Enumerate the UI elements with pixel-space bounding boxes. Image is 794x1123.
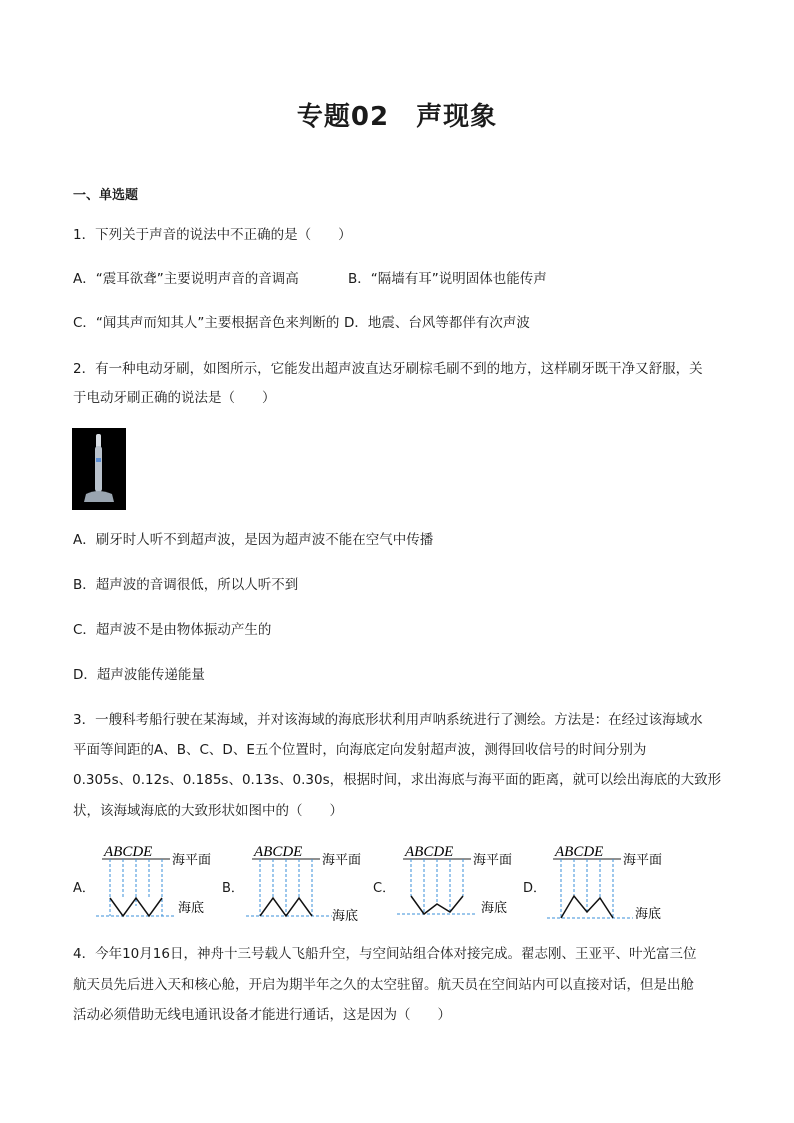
sea-floor-profile xyxy=(411,896,463,914)
q1-option-a: A．“震耳欲聋”主要说明声音的音调高 xyxy=(73,271,299,287)
q1-option-d: D．地震、台风等都伴有次声波 xyxy=(344,315,530,331)
q3-points-label: ABCDE xyxy=(555,844,604,860)
sea-level-label: 海平面 xyxy=(473,853,513,868)
q3-points-label: ABCDE xyxy=(405,844,454,860)
q3-points-label: ABCDE xyxy=(104,844,153,860)
q3-stem-line4: 状，该海域海底的大致形状如图中的（ ） xyxy=(73,803,343,819)
q1-option-c: C．“闻其声而知其人”主要根据音色来判断的 xyxy=(73,315,340,331)
q3-diagram-d xyxy=(547,840,687,924)
toothbrush-icon xyxy=(72,428,126,510)
q2-option-b: B．超声波的音调很低，所以人听不到 xyxy=(73,577,299,593)
q2-option-c: C．超声波不是由物体振动产生的 xyxy=(73,622,272,638)
q3-option-b-label: B． xyxy=(222,881,244,896)
q2-option-d: D．超声波能传递能量 xyxy=(73,667,205,683)
q4-stem-line3: 活动必须借助无线电通讯设备才能进行通话，这是因为（ ） xyxy=(73,1007,451,1023)
sea-level-label: 海平面 xyxy=(322,853,362,868)
q3-diagram-b xyxy=(246,840,386,924)
q3-stem-line2: 平面等间距的A、B、C、D、E五个位置时，向海底定向发射超声波，测得回收信号的时间分别为 xyxy=(73,742,647,758)
q3-diagram-a xyxy=(96,840,236,924)
page-title: 专题02 声现象 xyxy=(296,102,498,132)
q3-stem-line3: 0.305s、0.12s、0.185s、0.13s、0.30s，根据时间，求出海底与海平面的距离，就可以绘出海底的大致形 xyxy=(73,772,722,788)
q2-stem-line2: 于电动牙刷正确的说法是（ ） xyxy=(73,390,276,406)
q2-option-a: A．刷牙时人听不到超声波，是因为超声波不能在空气中传播 xyxy=(73,532,434,548)
electric-toothbrush-image xyxy=(72,428,126,510)
q2-stem-line1: 2．有一种电动牙刷，如图所示，它能发出超声波直达牙刷棕毛刷不到的地方，这样刷牙既干净又舒服，关 xyxy=(73,361,703,377)
q3-stem-line1: 3．一艘科考船行驶在某海域，并对该海域的海底形状利用声呐系统进行了测绘。方法是：在经过该海域水 xyxy=(73,712,703,728)
sea-floor-label: 海底 xyxy=(178,901,205,916)
sea-floor-label: 海底 xyxy=(332,909,359,924)
q3-option-a-label: A． xyxy=(73,881,95,896)
q4-stem-line2: 航天员先后进入天和核心舱，开启为期半年之久的太空驻留。航天员在空间站内可以直接对话，但是出舱 xyxy=(73,977,694,993)
sea-level-label: 海平面 xyxy=(623,853,663,868)
section-heading: 一、单选题 xyxy=(73,188,139,203)
q3-diagram-c xyxy=(397,840,537,924)
sea-floor-label: 海底 xyxy=(635,907,662,922)
q1-option-b: B．“隔墙有耳”说明固体也能传声 xyxy=(348,271,547,287)
q4-stem-line1: 4．今年10月16日，神舟十三号载人飞船升空，与空间站组合体对接完成。翟志刚、王亚平、叶光富三位 xyxy=(73,946,697,962)
sea-level-label: 海平面 xyxy=(172,853,212,868)
q3-option-d-label: D． xyxy=(523,881,547,896)
sea-floor-label: 海底 xyxy=(481,901,508,916)
q3-points-label: ABCDE xyxy=(254,844,303,860)
q1-stem: 1．下列关于声音的说法中不正确的是（ ） xyxy=(73,227,352,243)
q3-option-c-label: C． xyxy=(373,881,396,896)
